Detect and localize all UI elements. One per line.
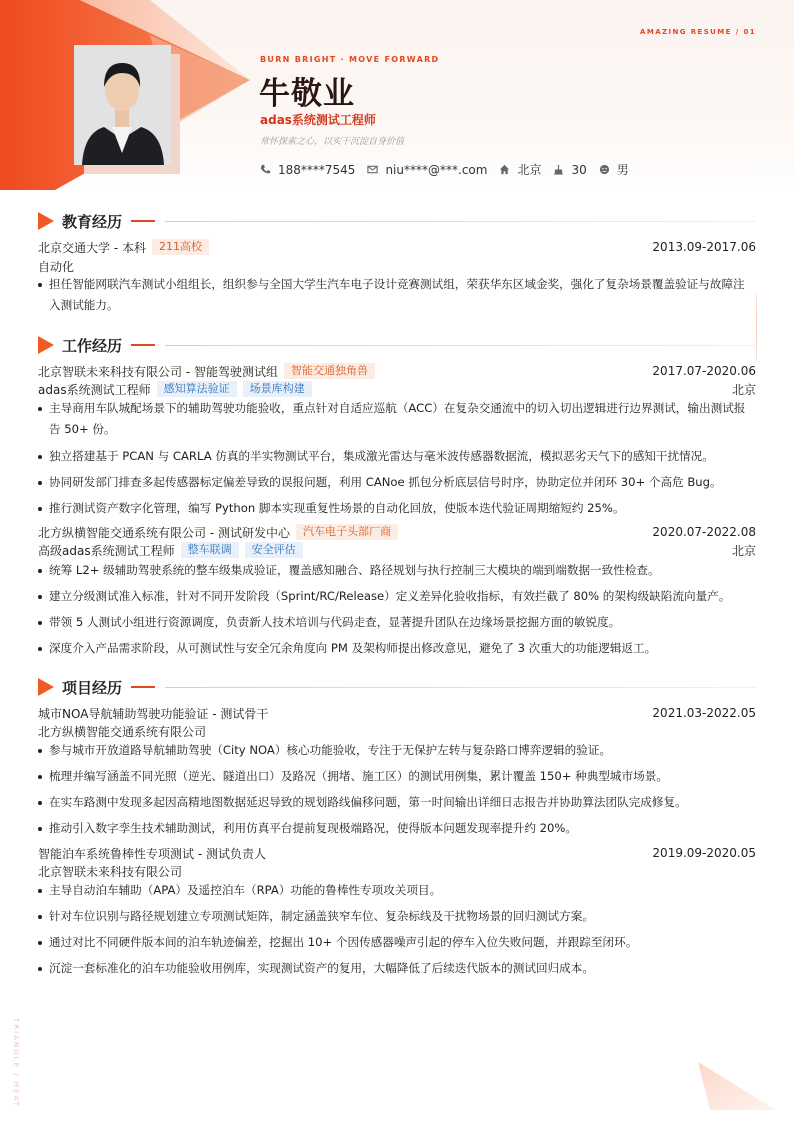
work-bullet: 推行测试资产数字化管理，编写 Python 脚本实现重复性场景的自动化回放，使版本迭代验证周期缩短约 25%。 bbox=[38, 498, 752, 519]
work-bullet: 协同研发部门排查多起传感器标定偏差导致的误报问题，利用 CANoe 抓包分析底层信号时序，协助定位并闭环 30+ 个高危 Bug。 bbox=[38, 472, 752, 493]
work-bullet: 独立搭建基于 PCAN 与 CARLA 仿真的半实物测试平台，集成激光雷达与毫米波传感器数据流，模拟恶劣天气下的感知干扰情况。 bbox=[38, 446, 752, 467]
project-row bbox=[38, 704, 756, 722]
work-company-tag: 智能交通独角兽 bbox=[284, 363, 375, 379]
education-school: 北京交通大学 - 本科 bbox=[38, 240, 146, 255]
work-bullet: 深度介入产品需求阶段，从可测试性与安全冗余角度向 PM 及架构师提出修改意见，避免了 3 次重大的功能逻辑返工。 bbox=[38, 638, 752, 659]
work-bullet: 建立分级测试准入标准，针对不同开发阶段（Sprint/RC/Release）定义差异化验收指标，有效拦截了 80% 的架构级缺陷流向量产。 bbox=[38, 586, 752, 607]
motto: 常怀探索之心，以实干沉淀自身价值 bbox=[260, 137, 405, 147]
project-bullet: 针对车位识别与路径规划建立专项测试矩阵，制定涵盖狭窄车位、复杂标线及干扰物场景的回归测试方案。 bbox=[38, 906, 752, 927]
triangle-icon bbox=[38, 336, 54, 354]
work-company: 北方纵横智能交通系统有限公司 - 测试研发中心 bbox=[38, 525, 290, 540]
work-role: 高级adas系统测试工程师 bbox=[38, 543, 175, 558]
project-company: 北方纵横智能交通系统有限公司 bbox=[38, 725, 207, 739]
education-date: 2013.09-2017.06 bbox=[652, 240, 756, 254]
mail-icon bbox=[367, 164, 378, 175]
side-watermark-text: TRIANGLE / HEAT bbox=[12, 1018, 20, 1108]
work-company: 北京智联未来科技有限公司 - 智能驾驶测试组 bbox=[38, 364, 278, 379]
work-date: 2017.07-2020.06 bbox=[652, 364, 756, 378]
project-bullet: 主导自动泊车辅助（APA）及遥控泊车（RPA）功能的鲁棒性专项攻关项目。 bbox=[38, 880, 752, 901]
cake-icon bbox=[553, 164, 564, 175]
work-role-tag: 场景库构建 bbox=[243, 381, 312, 397]
home-icon bbox=[499, 164, 510, 175]
person-icon bbox=[599, 164, 610, 175]
contact-gender: 男 bbox=[599, 161, 629, 178]
section-work-header: 工作经历 bbox=[38, 335, 756, 355]
corner-tag: AMAZING RESUME / 01 bbox=[640, 28, 756, 36]
work-role-tag: 感知算法验证 bbox=[157, 381, 237, 397]
project-bullet: 推动引入数字孪生技术辅助测试，利用仿真平台提前复现极端路况，使得版本问题发现率提升约 20%。 bbox=[38, 818, 752, 839]
work-role-row bbox=[38, 380, 756, 398]
profile-photo bbox=[74, 45, 171, 165]
contact-age: 30 bbox=[553, 163, 586, 177]
triangle-icon bbox=[38, 678, 54, 696]
triangle-icon bbox=[38, 212, 54, 230]
work-role-tag: 安全评估 bbox=[245, 542, 303, 558]
work-company-tag: 汽车电子头部厂商 bbox=[296, 524, 398, 540]
education-tag: 211高校 bbox=[152, 239, 209, 255]
work-bullet: 带领 5 人测试小组进行资源调度，负责新人技术培训与代码走查，显著提升团队在边缘场景挖掘方面的敏锐度。 bbox=[38, 612, 752, 633]
education-bullet: 担任智能网联汽车测试小组组长，组织参与全国大学生汽车电子设计竞赛测试组，荣获华东区域金奖，强化了复杂场景覆盖验证与故障注入测试能力。 bbox=[38, 274, 752, 316]
work-location: 北京 bbox=[731, 543, 756, 558]
project-name: 城市NOA导航辅助驾驶功能验证 - 测试骨干 bbox=[38, 706, 269, 721]
project-row bbox=[38, 844, 756, 862]
project-bullet: 沉淀一套标准化的泊车功能验收用例库，实现测试资产的复用，大幅降低了后续迭代版本的测试回归成本。 bbox=[38, 958, 752, 979]
section-education-header: 教育经历 bbox=[38, 211, 756, 231]
project-bullet: 在实车路测中发现多起因高精地图数据延迟导致的规划路线偏移问题，第一时间输出详细日志报告并协助算法团队完成修复。 bbox=[38, 792, 752, 813]
education-major: 自动化 bbox=[38, 260, 75, 274]
work-bullet: 主导商用车队城配场景下的辅助驾驶功能验收，重点针对自适应巡航（ACC）在复杂交通流中的切入切出逻辑进行边界测试，输出测试报告 50+ 份。 bbox=[38, 398, 752, 440]
section-project-header: 项目经历 bbox=[38, 677, 756, 697]
decorative-rule bbox=[756, 292, 757, 362]
phone-icon bbox=[260, 164, 271, 175]
candidate-name: 牛敬业 bbox=[259, 76, 355, 112]
project-company: 北京智联未来科技有限公司 bbox=[38, 865, 183, 879]
contact-city: 北京 bbox=[499, 161, 541, 178]
project-bullet: 参与城市开放道路导航辅助驾驶（City NOA）核心功能验收，专注于无保护左转与复杂路口博弈逻辑的验证。 bbox=[38, 740, 752, 761]
contact-phone: 188****7545 bbox=[260, 163, 355, 177]
project-date: 2021.03-2022.05 bbox=[652, 706, 756, 720]
work-role: adas系统测试工程师 bbox=[38, 382, 151, 397]
project-date: 2019.09-2020.05 bbox=[652, 846, 756, 860]
work-role-tag: 整车联调 bbox=[181, 542, 239, 558]
project-bullet: 通过对比不同硬件版本间的泊车轨迹偏差，挖掘出 10+ 个因传感器噪声引起的停车入位失败问题，并跟踪至闭环。 bbox=[38, 932, 752, 953]
work-company-row bbox=[38, 523, 756, 541]
work-company-row bbox=[38, 362, 756, 380]
project-bullet: 梳理并编写涵盖不同光照（逆光、隧道出口）及路况（拥堵、施工区）的测试用例集，累计覆盖 150+ 种典型城市场景。 bbox=[38, 766, 752, 787]
work-bullet: 统筹 L2+ 级辅助驾驶系统的整车级集成验证，覆盖感知融合、路径规划与执行控制三大模块的端到端数据一致性检查。 bbox=[38, 560, 752, 581]
header-tagline: BURN BRIGHT · MOVE FORWARD bbox=[260, 55, 440, 64]
project-name: 智能泊车系统鲁棒性专项测试 - 测试负责人 bbox=[38, 846, 266, 861]
work-location: 北京 bbox=[731, 382, 756, 397]
work-role-row bbox=[38, 541, 756, 559]
work-date: 2020.07-2022.08 bbox=[652, 525, 756, 539]
education-row bbox=[38, 238, 756, 256]
contact-bar bbox=[260, 161, 641, 178]
job-title: adas系统测试工程师 bbox=[260, 113, 376, 127]
contact-email: niu****@***.com bbox=[367, 163, 487, 177]
footer-triangle-decoration bbox=[690, 1058, 794, 1123]
